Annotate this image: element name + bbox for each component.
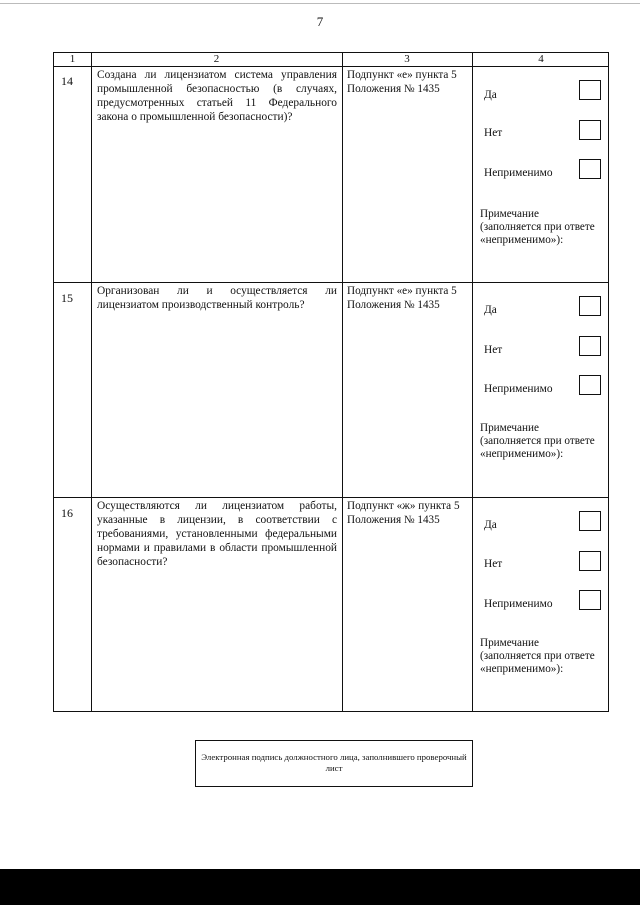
- note-label: Примечание: [480, 637, 539, 649]
- option-na-label: Неприменимо: [484, 598, 553, 610]
- option-na-checkbox[interactable]: [579, 590, 601, 610]
- option-yes-checkbox[interactable]: [579, 511, 601, 531]
- option-no-label: Нет: [484, 127, 503, 139]
- header-divider: [54, 66, 608, 67]
- row-divider: [54, 497, 608, 498]
- option-na-label: Неприменимо: [484, 383, 553, 395]
- column-divider: [91, 53, 92, 711]
- column-divider: [342, 53, 343, 711]
- option-yes-label: Да: [484, 304, 497, 316]
- row-number: 14: [61, 74, 73, 88]
- option-no-label: Нет: [484, 558, 503, 570]
- note-label: Примечание: [480, 422, 539, 434]
- note-detail: (заполняется при ответе «неприменимо»):: [480, 221, 595, 246]
- question-text: Создана ли лицензиатом система управления промышленной безопасностью (в случаях, предусмотренных статьей 11 Федерального закона о промышленной безопасности)?: [97, 69, 337, 123]
- reference-text: Подпункт «е» пункта 5 Положения № 1435: [347, 285, 457, 311]
- reference-text: Подпункт «ж» пункта 5 Положения № 1435: [347, 500, 460, 526]
- column-divider: [472, 53, 473, 711]
- row-divider: [54, 282, 608, 283]
- question-text: Осуществляются ли лицензиатом работы, указанные в лицензии, в соответствии с требованиями, установленными федеральными нормами и правилами в области промышленной безопасности?: [97, 500, 337, 568]
- option-na-checkbox[interactable]: [579, 375, 601, 395]
- option-yes-checkbox[interactable]: [579, 296, 601, 316]
- column-header-2: 2: [213, 53, 220, 65]
- option-no-checkbox[interactable]: [579, 120, 601, 140]
- column-header-1: 1: [69, 53, 76, 65]
- note-label: Примечание: [480, 208, 539, 220]
- page-number: 7: [316, 14, 324, 29]
- question-text: Организован ли и осуществляется ли лицензиатом производственный контроль?: [97, 285, 337, 311]
- note-detail: (заполняется при ответе «неприменимо»):: [480, 650, 595, 675]
- row-number: 16: [61, 506, 73, 520]
- option-no-label: Нет: [484, 344, 503, 356]
- option-na-label: Неприменимо: [484, 167, 553, 179]
- signature-box: Электронная подпись должностного лица, заполнившего проверочный лист: [195, 740, 473, 787]
- reference-text: Подпункт «е» пункта 5 Положения № 1435: [347, 69, 457, 95]
- option-na-checkbox[interactable]: [579, 159, 601, 179]
- option-yes-checkbox[interactable]: [579, 80, 601, 100]
- column-header-4: 4: [538, 53, 544, 65]
- row-number: 15: [61, 291, 73, 305]
- column-header-3: 3: [404, 53, 410, 65]
- option-yes-label: Да: [484, 519, 497, 531]
- option-no-checkbox[interactable]: [579, 551, 601, 571]
- option-no-checkbox[interactable]: [579, 336, 601, 356]
- option-yes-label: Да: [484, 89, 497, 101]
- scan-bottom-bar: [0, 869, 640, 905]
- checklist-table: [53, 52, 609, 712]
- note-detail: (заполняется при ответе «неприменимо»):: [480, 435, 595, 460]
- top-edge-line: [0, 3, 640, 4]
